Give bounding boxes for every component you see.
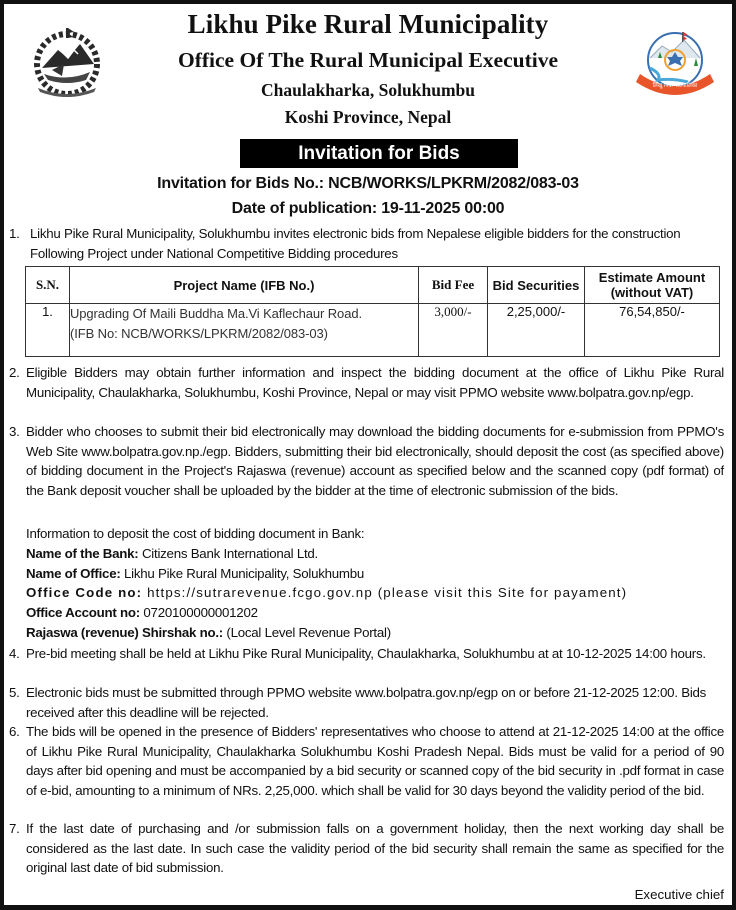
shirshak-row — [26, 623, 724, 643]
header-estimate-line2: (without VAT) — [610, 285, 694, 300]
paragraph-text: If the last date of purchasing and /or submission falls on a government holiday, then the next working day shall be considered as the last date. In such case the validity period of the bid security shall remain the same as specified for the original last date of bid submission. — [26, 821, 724, 876]
publication-date: Date of publication: 19-11-2025 00:00 — [231, 200, 505, 217]
paragraph-7 — [9, 819, 724, 878]
logo-ribbon-text: लिखु पिके गाउँपालिका — [652, 83, 698, 89]
signature-executive-chief: Executive chief — [634, 887, 724, 902]
project-ifb-line: (IFB No: NCB/WORKS/LPKRM/2082/083-03) — [70, 326, 328, 341]
table-header-row — [26, 267, 720, 304]
paragraph-number: 7. — [9, 821, 20, 836]
bank-name-value: Citizens Bank International Ltd. — [141, 545, 318, 561]
paragraph-number: 2. — [9, 365, 20, 380]
paragraph-2 — [9, 363, 724, 402]
bank-info-intro: Information to deposit the cost of bidding document in Bank: — [26, 526, 365, 541]
bank-name-row — [26, 544, 724, 564]
header-estimate-line1: Estimate Amount — [598, 270, 706, 285]
letterhead — [4, 4, 732, 136]
header-project-name: Project Name (IFB No.) — [70, 267, 419, 304]
office-name-label: Name of Office: — [26, 565, 121, 581]
header-estimate-amount — [585, 267, 720, 304]
paragraph-number: 5. — [9, 685, 20, 700]
office-code-row — [26, 583, 724, 603]
office-account-row — [26, 603, 724, 623]
paragraph-text: Pre-bid meeting shall be held at Likhu Pike Rural Municipality, Chaulakharka, Solukhumbu at at 10-12-2025 14:00 hours. — [26, 646, 706, 661]
office-code-label: Office Code no: — [26, 585, 143, 601]
office-title: Office Of The Rural Municipal Executive — [178, 48, 558, 72]
project-name-line: Upgrading Of Maili Buddha Ma.Vi Kaflechaur Road. — [70, 306, 362, 321]
bank-deposit-info — [26, 524, 724, 643]
header-sn: S.N. — [26, 267, 70, 304]
cell-bid-fee: 3,000/- — [419, 304, 488, 357]
office-name-value: Likhu Pike Rural Municipality, Solukhumbu — [123, 565, 365, 581]
invitation-banner: Invitation for Bids — [240, 139, 518, 168]
address-line-2: Koshi Province, Nepal — [284, 107, 452, 127]
office-account-label: Office Account no: — [26, 605, 140, 621]
paragraph-text: Likhu Pike Rural Municipality, Solukhumbu invites electronic bids from Nepalese eligible bidders for the construction Following Project under National Competitive Bidding procedures — [30, 226, 681, 261]
paragraph-number: 1. — [9, 226, 20, 241]
paragraph-6 — [9, 722, 724, 800]
paragraph-number: 4. — [9, 646, 20, 661]
office-name-row — [26, 564, 724, 584]
paragraph-number: 3. — [9, 424, 20, 439]
cell-project-name — [70, 304, 419, 357]
header-bid-securities: Bid Securities — [488, 267, 585, 304]
municipality-title: Likhu Pike Rural Municipality — [187, 9, 549, 39]
table-row — [26, 304, 720, 357]
cell-sn: 1. — [26, 304, 70, 357]
bids-table — [25, 266, 720, 357]
shirshak-value: (Local Level Revenue Portal) — [226, 624, 391, 640]
paragraph-text: Eligible Bidders may obtain further information and inspect the bidding document at the office of Likhu Pike Rural Municipality, Chaulakharka, Solukhumbu, Koshi Province, Nepal or may visit PPMO website www.bolpatra.gov.np/egp. — [26, 365, 724, 400]
office-account-value: 0720100000001202 — [143, 605, 258, 621]
paragraph-4 — [9, 644, 724, 664]
paragraph-text: Electronic bids must be submitted through PPMO website www.bolpatra.gov.np/egp on or before 21-12-2025 12:00. Bids received after this deadline will be rejected. — [26, 685, 707, 720]
header-bid-fee: Bid Fee — [419, 267, 488, 304]
shirshak-label: Rajaswa (revenue) Shirshak no.: — [26, 624, 223, 640]
paragraph-3 — [9, 422, 724, 500]
paragraph-5 — [9, 683, 724, 722]
cell-bid-securities: 2,25,000/- — [488, 304, 585, 357]
office-code-value: https://sutrarevenue.fcgo.gov.np (please visit this Site for payament) — [147, 585, 628, 601]
cell-estimate-amount: 76,54,850/- — [585, 304, 720, 357]
paragraph-text: The bids will be opened in the presence of Bidders' representatives who choose to attend at 21-12-2025 14:00 at the office of Likhu Pike Rural Municipality, Chaulakharka Solukhumbu Koshi Pradesh Nepal. Bids must be valid for a period of 90 days after bid opening and must be accompanied by a bid security or scanned copy of the bid security in .pdf format in case of e-bid, amounting to a minimum of NRs. 2,25,000. which shall be valid for 30 days beyond the validity period of the bid. — [26, 724, 724, 798]
paragraph-number: 6. — [9, 724, 20, 739]
ifb-number: Invitation for Bids No.: NCB/WORKS/LPKRM/2082/083-03 — [157, 175, 579, 192]
address-line-1: Chaulakharka, Solukhumbu — [261, 80, 475, 100]
municipality-logo — [632, 28, 718, 100]
bank-name-label: Name of the Bank: — [26, 545, 139, 561]
paragraph-text: Bidder who chooses to submit their bid electronically may download the bidding documents for e-submission from PPMO's Web Site www.bolpatra.gov.np./egp. Bidders, submitting their bid electronically, should deposit the cost (as specified above) of bidding document in the Project's Rajaswa (revenue) account as specified below and the scanned copy (pdf format) of the Bank deposit voucher shall be uploaded by the bidder at the time of electronic submission of the bids. — [26, 424, 724, 498]
paragraph-1 — [9, 224, 724, 263]
